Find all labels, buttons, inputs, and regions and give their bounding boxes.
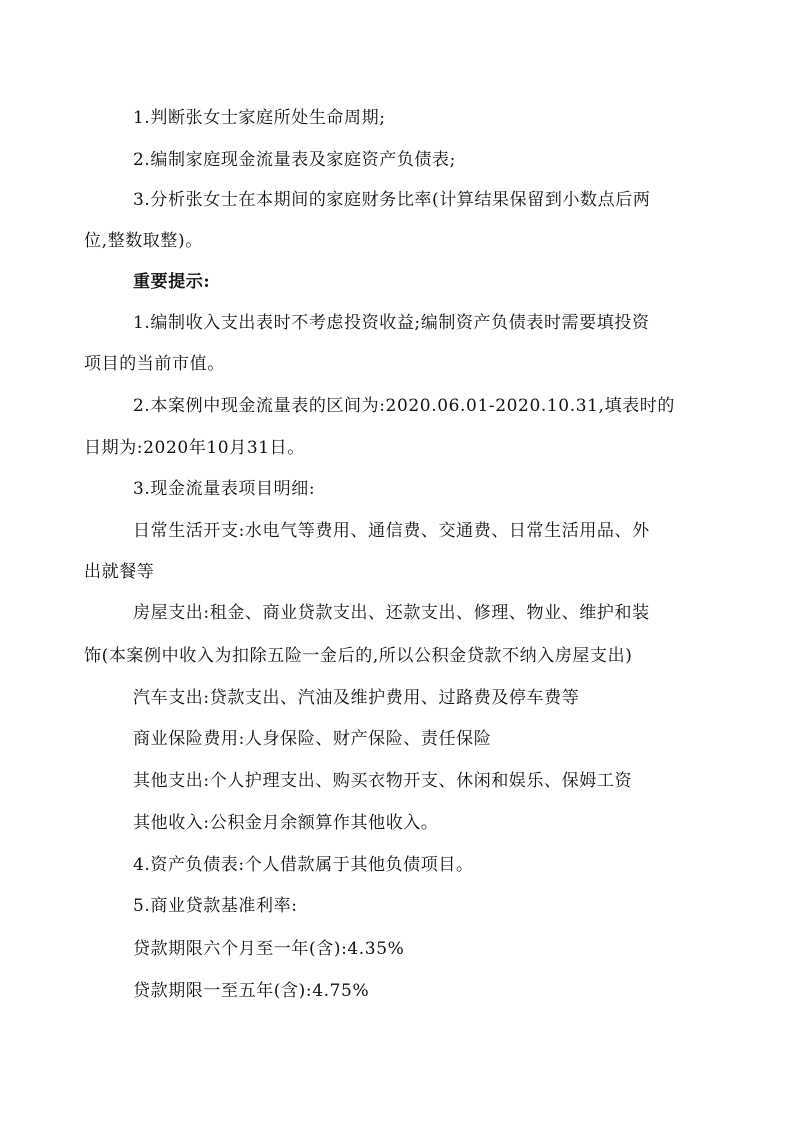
tip-1-line-1: 1.编制收入支出表时不考虑投资收益;编制资产负债表时需要填投资 xyxy=(133,313,650,333)
tips-heading: 重要提示: xyxy=(133,272,211,292)
question-2: 2.编制家庭现金流量表及家庭资产负债表; xyxy=(133,150,456,170)
housing-expense-line-2: 饰(本案例中收入为扣除五险一金后的,所以公积金贷款不纳入房屋支出) xyxy=(84,646,633,666)
tip-2-line-2: 日期为:2020年10月31日。 xyxy=(84,438,305,458)
rate-6-months-to-1-year: 贷款期限六个月至一年(含):4.35% xyxy=(133,939,405,959)
question-3-line-1: 3.分析张女士在本期间的家庭财务比率(计算结果保留到小数点后两 xyxy=(133,190,651,210)
housing-expense-line-1: 房屋支出:租金、商业贷款支出、还款支出、修理、物业、维护和装 xyxy=(133,603,650,623)
tip-1-line-2: 项目的当前市值。 xyxy=(84,354,225,374)
tip-3-heading: 3.现金流量表项目明细: xyxy=(133,479,316,499)
daily-expense-line-2: 出就餐等 xyxy=(84,562,155,582)
tip-2-line-1: 2.本案例中现金流量表的区间为:2020.06.01-2020.10.31,填表时的 xyxy=(133,396,675,416)
daily-expense-line-1: 日常生活开支:水电气等费用、通信费、交通费、日常生活用品、外 xyxy=(133,521,650,541)
car-expense: 汽车支出:贷款支出、汽油及维护费用、过路费及停车费等 xyxy=(133,688,580,708)
question-1: 1.判断张女士家庭所处生命周期; xyxy=(133,108,386,128)
insurance-expense: 商业保险费用:人身保险、财产保险、责任保险 xyxy=(133,729,492,749)
tip-4: 4.资产负债表:个人借款属于其他负债项目。 xyxy=(133,855,474,875)
question-3-line-2: 位,整数取整)。 xyxy=(84,231,203,251)
other-expense: 其他支出:个人护理支出、购买衣物开支、休闲和娱乐、保姆工资 xyxy=(133,771,633,791)
rate-1-to-5-years: 贷款期限一至五年(含):4.75% xyxy=(133,981,370,1001)
other-income: 其他收入:公积金月余额算作其他收入。 xyxy=(133,813,439,833)
tip-5-heading: 5.商业贷款基准利率: xyxy=(133,896,298,916)
